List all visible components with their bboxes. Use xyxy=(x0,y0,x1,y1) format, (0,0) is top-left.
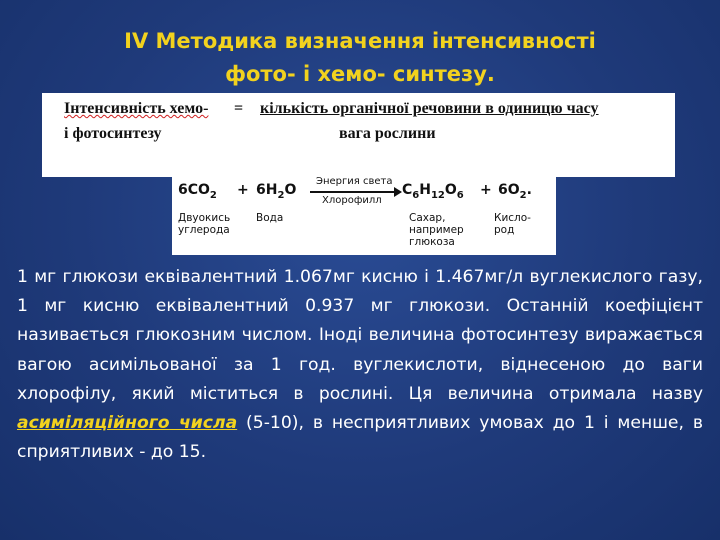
equation-arrow-label-top: Энергия света xyxy=(316,176,393,187)
reaction-arrow-icon xyxy=(310,191,400,193)
equation-label-sugar: Сахар, например глюкоза xyxy=(409,212,464,248)
equation-label-co2: Двуокись углерода xyxy=(178,212,231,236)
intensity-formula-image xyxy=(42,93,675,177)
slide-title-line1: IV Методика визначення інтенсивності xyxy=(124,29,596,53)
formula-equals-sign: = xyxy=(234,100,244,117)
formula-left-line1: Інтенсивність хемо- xyxy=(64,100,209,117)
formula-numerator: кількість органічної речовини в одиницю часу xyxy=(260,100,599,117)
assimilation-number-term: асиміляційного числа xyxy=(17,413,238,434)
equation-arrow-label-bottom: Хлорофилл xyxy=(322,195,382,206)
photosynthesis-equation-image xyxy=(172,177,556,255)
equation-reactant-h2o: $6H_2O$ xyxy=(256,182,297,201)
equation-reactant-co2: $6CO_2$ xyxy=(178,182,217,201)
equation-product-glucose: $C_6H_{12}O_6$ xyxy=(402,182,464,201)
equation-label-h2o: Вода xyxy=(256,212,284,224)
equation-plus: + xyxy=(480,182,492,198)
slide-title-line2: фото- і хемо- синтезу. xyxy=(225,62,495,86)
equation-plus: + xyxy=(237,182,249,198)
formula-denominator: вага рослини xyxy=(339,125,436,142)
body-paragraph: 1 мг глюкози еквівалентний 1.067мг кисню і 1.467мг/л вуглекислого газу, 1 мг кисню еквівалентний 0.937 мг глюкози. Останній коефіцієнт називається глюкозним числом. Іноді величина фотосинтезу виражається вагою асимільованої за 1 год. вуглекислоти, віднесеною до ваги хлорофілу, який міститься в рослині. Ця величина отримала назву асиміляційного числа (5-10), в несприятливих умовах до 1 і менше, в сприятливих - до 15. xyxy=(17,267,703,463)
equation-label-o2: Кисло- род xyxy=(494,212,531,236)
equation-product-o2: $6O_2$. xyxy=(498,182,532,201)
formula-left-line2: і фотосинтезу xyxy=(64,125,162,142)
